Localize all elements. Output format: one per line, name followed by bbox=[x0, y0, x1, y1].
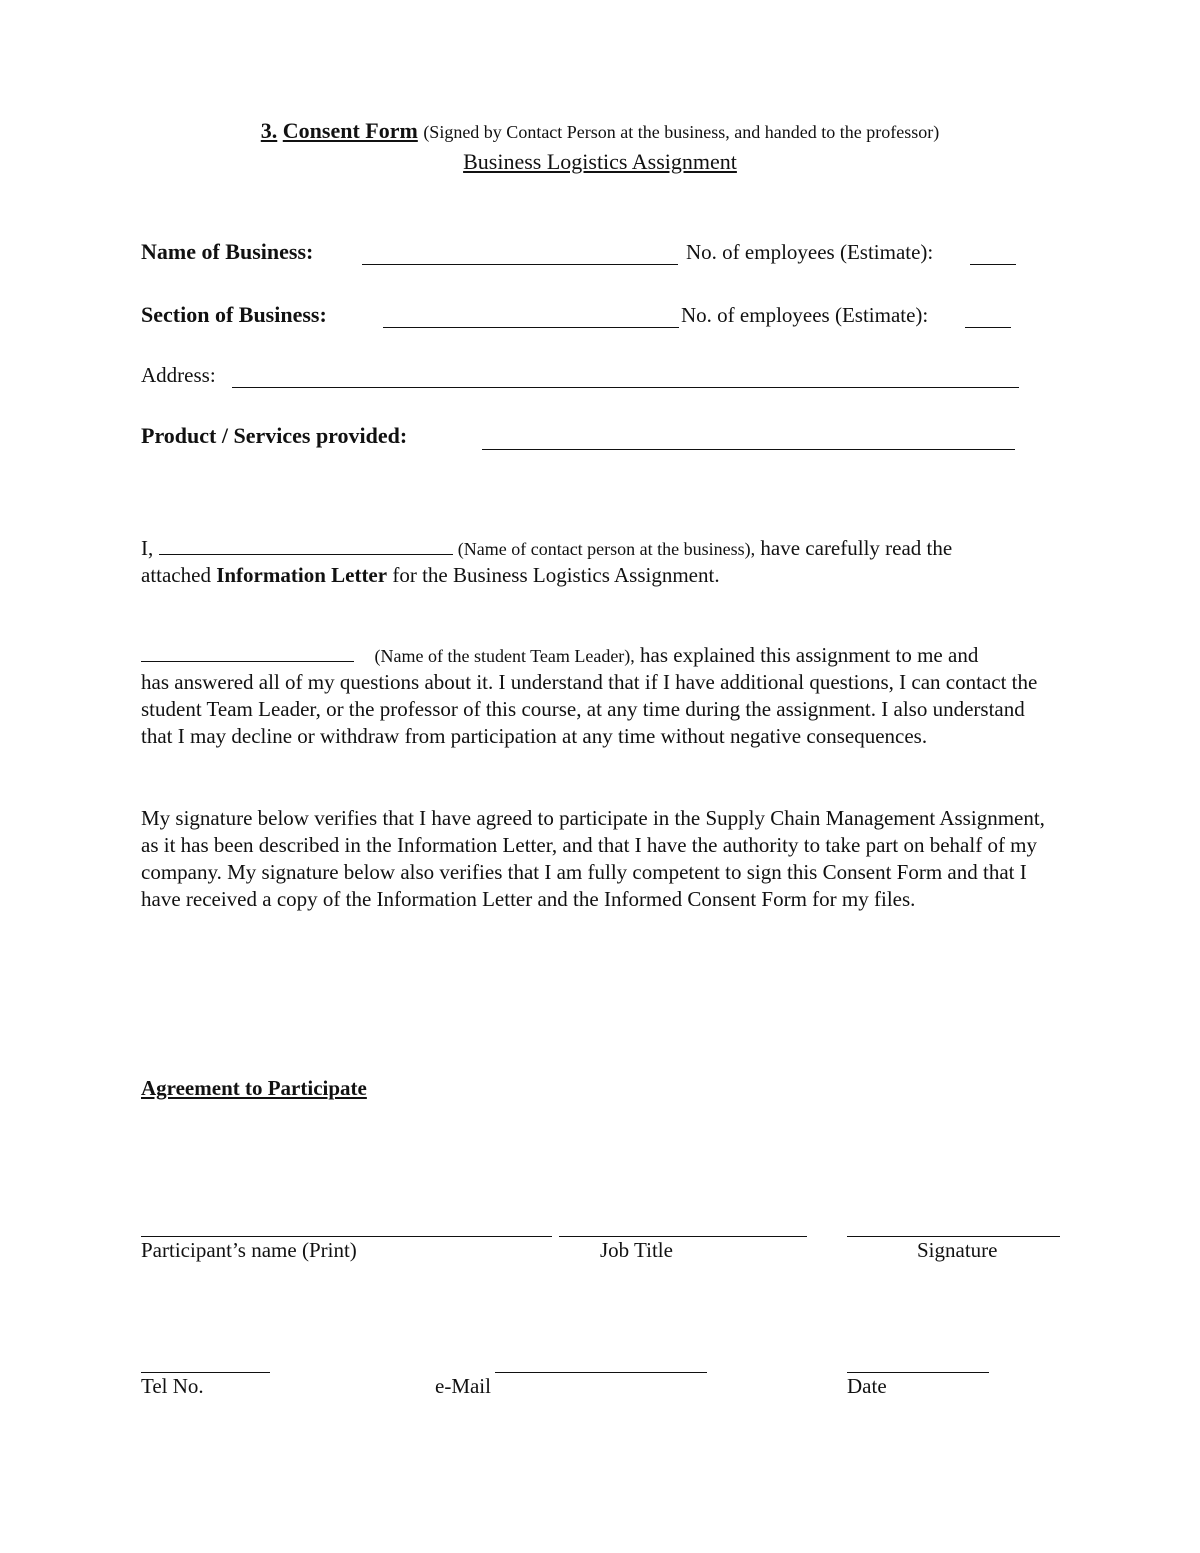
tel-label: Tel No. bbox=[141, 1374, 204, 1398]
statement-p1-start: I, bbox=[141, 536, 154, 560]
statement-p2-note: (Name of the student Team Leader), bbox=[374, 646, 635, 666]
business-name-field[interactable] bbox=[362, 264, 678, 265]
statement-p3 bbox=[141, 805, 1066, 913]
statement-p1-line2-start: attached bbox=[141, 563, 211, 587]
contact-person-field[interactable] bbox=[159, 536, 453, 555]
statement-p2-text-first: has explained this assignment to me and bbox=[640, 643, 979, 667]
address-field[interactable] bbox=[232, 387, 1019, 388]
statement-p3-text: My signature below verifies that I have agreed to participate in the Supply Chain Management Assignment, as it has been described in the Information Letter, and that I have the authority to take part on behalf of my company. My signature below also verifies that I am fully competent to sign this Consent Form and that I have received a copy of the Information Letter and the Informed Consent Form for my files. bbox=[141, 806, 1045, 911]
statement-p2-text-rest: has answered all of my questions about it. I understand that if I have additional questions, I can contact the student Team Leader, or the professor of this course, at any time during the assignment. I also understand that I may decline or withdraw from participation at any time without negative consequences. bbox=[141, 670, 1038, 748]
job-title-label: Job Title bbox=[600, 1238, 673, 1262]
form-number: 3. bbox=[260, 118, 278, 143]
statement-p2-body bbox=[141, 669, 1041, 750]
statement-p1-rest: have carefully read the bbox=[760, 536, 953, 560]
form-title bbox=[0, 118, 1200, 144]
employees-label-1: No. of employees (Estimate): bbox=[686, 240, 934, 264]
signature-field[interactable] bbox=[847, 1236, 1060, 1237]
products-label: Product / Services provided: bbox=[141, 423, 408, 448]
business-name-label: Name of Business: bbox=[141, 239, 314, 264]
participant-name-field[interactable] bbox=[141, 1236, 552, 1237]
date-field[interactable] bbox=[847, 1372, 989, 1373]
statement-p1-line1 bbox=[141, 536, 952, 561]
statement-p1-line2 bbox=[141, 563, 720, 588]
date-label: Date bbox=[847, 1374, 887, 1398]
employees-field-2[interactable] bbox=[965, 327, 1011, 328]
products-field[interactable] bbox=[482, 449, 1015, 450]
agreement-heading: Agreement to Participate bbox=[141, 1076, 367, 1100]
address-label: Address: bbox=[141, 363, 216, 387]
employees-field-1[interactable] bbox=[970, 264, 1016, 265]
form-title-note: (Signed by Contact Person at the business, and handed to the professor) bbox=[423, 122, 940, 142]
statement-p1-note: (Name of contact person at the business), bbox=[457, 539, 756, 559]
participant-name-label: Participant’s name (Print) bbox=[141, 1238, 357, 1262]
form-subtitle: Business Logistics Assignment bbox=[463, 149, 737, 174]
team-leader-field[interactable] bbox=[141, 643, 354, 662]
section-field[interactable] bbox=[383, 327, 679, 328]
statement-p2-line1 bbox=[141, 643, 978, 668]
statement-p1-line2-end: for the Business Logistics Assignment. bbox=[392, 563, 720, 587]
section-label: Section of Business: bbox=[141, 302, 327, 327]
form-title-text: Consent Form bbox=[282, 118, 418, 143]
information-letter-bold: Information Letter bbox=[216, 563, 388, 587]
email-field[interactable] bbox=[495, 1372, 707, 1373]
job-title-field[interactable] bbox=[559, 1236, 807, 1237]
tel-field[interactable] bbox=[141, 1372, 270, 1373]
email-label: e-Mail bbox=[435, 1374, 491, 1398]
signature-label: Signature bbox=[917, 1238, 998, 1262]
employees-label-2: No. of employees (Estimate): bbox=[681, 303, 929, 327]
